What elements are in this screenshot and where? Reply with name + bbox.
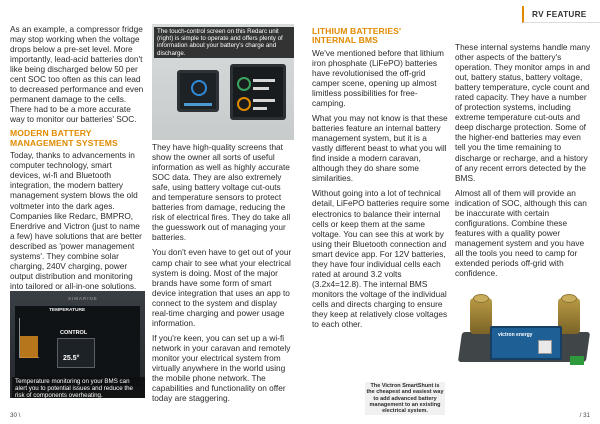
nut-icon: [561, 294, 577, 303]
paragraph: If you're keen, you can set up a wi-fi network in your caravan and remotely monitor your electrical system from virtually anywhere in the world using the mobile phone network. The capabilities and functionality on offer today are staggering.: [152, 332, 291, 404]
subheading-line: INTERNAL BMS: [312, 35, 378, 46]
device-brand: SIMARINE: [68, 296, 98, 301]
subheading: [312, 27, 450, 46]
paragraph: As an example, a compressor fridge may stop working when the voltage drops below a pre-set level. More importantly, lead-acid batteries don't like being discharged below 50 per cent SOC too often as this can lead to decreased performance and even permanent damage to the cells. There had to be a more accurate way to monitor our batteries' SOC.: [10, 24, 144, 125]
terminal-bolt-icon: [470, 298, 492, 334]
subheading: [10, 129, 144, 148]
connector-icon: [570, 356, 584, 365]
screen-title: TEMPERATURE: [49, 308, 86, 313]
photo-caption: Temperature monitoring on your BMS can alert you to potential issues and reduce the risk of components overheating.: [12, 377, 145, 398]
subheading-line: MANAGEMENT SYSTEMS: [10, 137, 118, 148]
section-tag: [522, 6, 600, 23]
graph-fill: [20, 336, 38, 358]
small-display: [177, 70, 219, 112]
page-number-right: / 31: [579, 412, 590, 419]
paragraph: You don't even have to get out of your camp chair to see what your electrical system is doing. Most of the major brands have some form of smart device integration that uses an app to connect to the system and display real-time charging and power usage information.: [152, 247, 292, 328]
page-number-left: 30 \: [10, 412, 21, 419]
column-4: [455, 42, 593, 283]
paragraph: Without going into a lot of technical detail, LiFePO batteries require some electronics to balance their internal cells or keep them at the same voltage. You can see this at work by using their Bluetooth connection and smart device app. For 12V batteries, they have four individual cells each rated at around 3.2 volts (3.2x4=12.8). The internal BMS monitors the voltage of the individual cells and directs charging to ensure they keep at relatively close voltages to each other.: [312, 188, 450, 330]
screen-temperature-value: 25.5°: [63, 355, 80, 362]
dial-icon: [191, 80, 207, 96]
display-label: [184, 103, 212, 106]
qr-code-icon: [538, 340, 552, 354]
paragraph: Today, thanks to advancements in computer technology, smart devices, wi-fi and Bluetooth integration, the modern battery management system blows the old voltmeter into the dark ages. Companies like Redarc, BMPRO, Enerdrive and Victron (just to name a few) have solutions that are better described as 'power management systems'. They combine solar charging, 240V charging, power output distribution and monitoring into tailored or all-in-one solutions.: [10, 150, 142, 291]
column-1: [10, 24, 144, 296]
shunt-housing: [490, 326, 562, 360]
subheading-line: MODERN BATTERY: [10, 128, 92, 139]
photo-caption: The Victron SmartShunt is the cheapest and easiest way to add advanced battery management to an existing electrical system.: [366, 383, 444, 415]
paragraph: We've mentioned before that lithium iron phosphate (LiFePO) batteries have revolutionised the off-grid camper scene, opening up almost limitless possibilities for free-camping.: [312, 47, 444, 109]
subheading-line: LITHIUM BATTERIES': [312, 26, 402, 36]
readout-bar: [253, 87, 269, 90]
smartshunt-photo: [452, 292, 600, 382]
paragraph: Almost all of them will provide an indication of SOC, although this can be inaccurate with certain configurations. Combine these features with a quality power management system and you have all the tools you need to camp for extended periods off-grid with confidence.: [455, 187, 587, 279]
readout-bar: [253, 107, 267, 110]
gauge-icon: [237, 77, 251, 91]
column-3: [312, 24, 450, 334]
section-tag-label: RV FEATURE: [532, 10, 587, 19]
temperature-screen-photo: [10, 291, 145, 398]
column-2: [152, 142, 294, 408]
readout-bar: [253, 99, 275, 102]
device-screen: [15, 306, 140, 386]
nut-icon: [473, 294, 489, 303]
paragraph: What you may not know is that these batteries feature an internal battery management system, but it is a vastly different beast to what you will find inside a modern caravan, although they do share some similarities.: [312, 113, 448, 184]
screen-box: [57, 338, 95, 368]
brand-label: victron energy: [498, 332, 533, 338]
gauge-icon: [237, 97, 251, 111]
screen-control-label: CONTROL: [60, 330, 88, 336]
paragraph: These internal systems handle many other aspects of the battery's operation. They monitor amps in and out, battery status, battery voltage, battery temperature, cycle count and rated capacity. They have a number of protection systems, including extreme temperature cut-outs and deep discharge protection. Some of the higher-end batteries may even tell you the time remaining to discharge or recharge, and a history of any recent errors detected by the BMS.: [455, 42, 591, 183]
touch-control-screen: [230, 64, 286, 120]
monitoring-panel-photo: [152, 24, 294, 140]
readout-bar: [253, 79, 275, 82]
photo-caption: The touch-control screen on this Redarc unit (right) is simple to operate and offers plenty of information about your battery's charge and discharge.: [154, 27, 294, 58]
paragraph: They have high-quality screens that show the owner all sorts of useful information as well as highly accurate SOC data. They are also extremely safe, using battery voltage cut-outs and temperature sensors to protect batteries from damage, reducing the risk of electrical fires. They do take all the guesswork out of managing your batteries.: [152, 142, 291, 243]
